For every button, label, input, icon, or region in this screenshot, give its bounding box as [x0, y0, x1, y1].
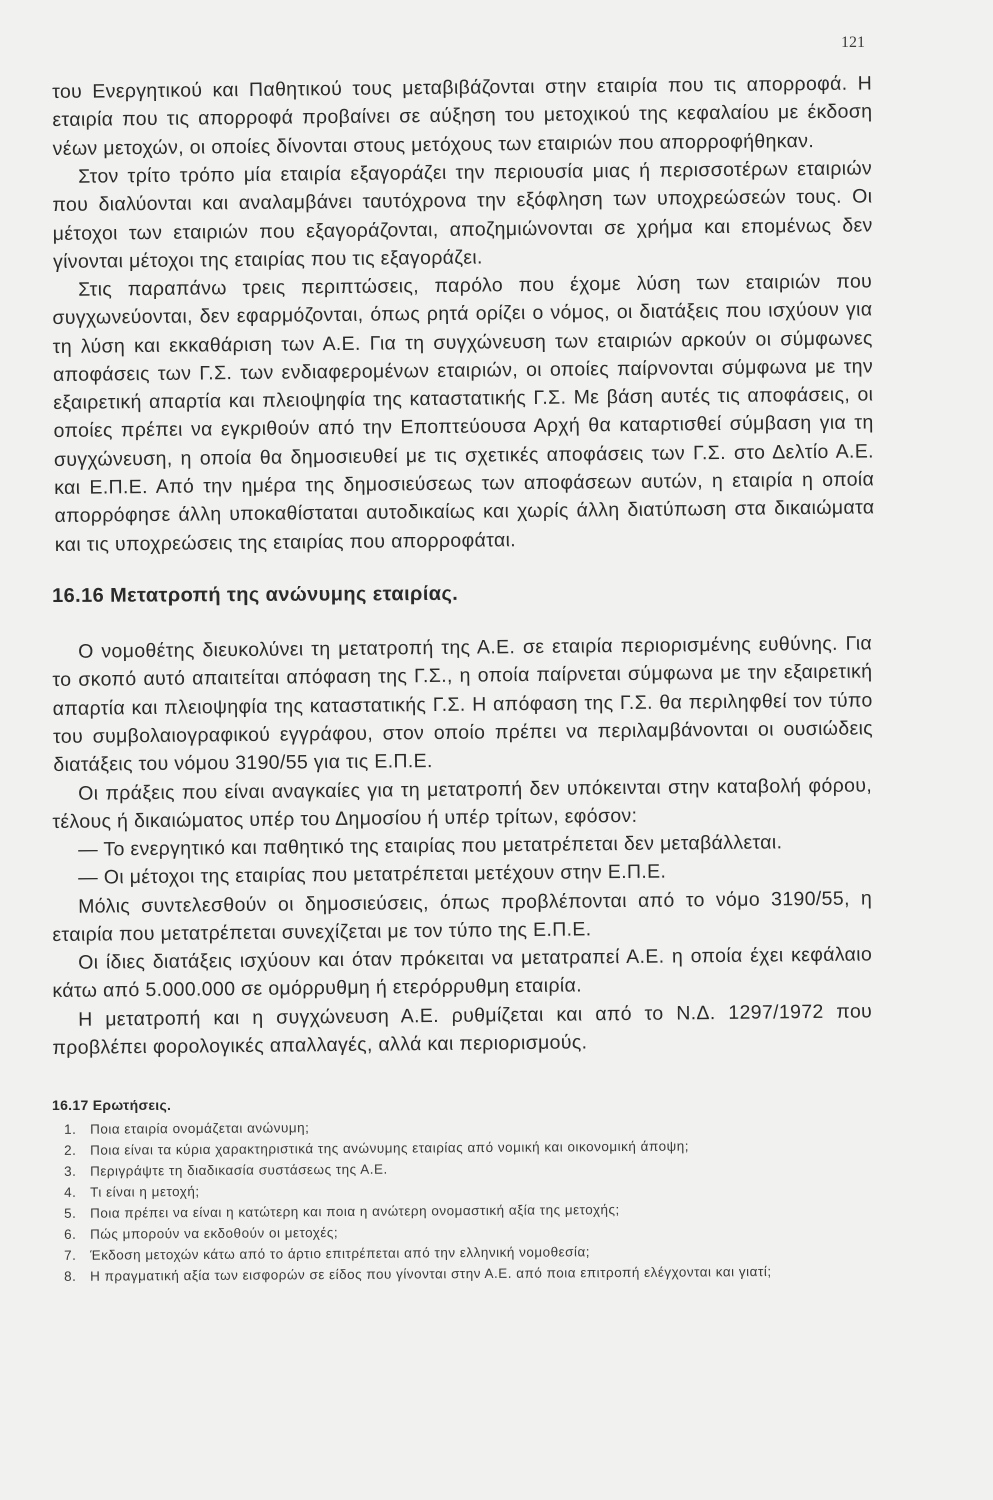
question-text: Τι είναι η μετοχή; [90, 1183, 200, 1200]
paragraph-decree: Η μετατροπή και η συγχώνευση Α.Ε. ρυθμίζεται και από το Ν.Δ. 1297/1972 που προβλέπει φορολογικές απαλλαγές, αλλά και περιορισμούς. [52, 1000, 873, 1060]
page-content [52, 72, 875, 1287]
paragraph-third-method: Στον τρίτο τρόπο μία εταιρία εξαγοράζει την περιουσία μιας ή περισσοτέρων εταιριών που διαλύονται και αναλαμβάνει ταυτόχρονα την εξόφληση των υποχρεώσεών τους. Οι μέτοχοι των εταιριών που εξαγοράζονται, αποζημιώνονται σε χρήμα και επομένως δεν γίνονται μέτοχοι της εταιρίας που τις εξαγοράζει. [52, 157, 873, 273]
question-text: Η πραγματική αξία των εισφορών σε είδος που γίνονται στην Α.Ε. από ποια επιτροπή ελέγχονται και γιατί; [90, 1263, 772, 1284]
paragraph-conversion-tax: Οι πράξεις που είναι αναγκαίες για τη μετατροπή δεν υπόκεινται στην καταβολή φόρου, τέλους ή δικαιώματος υπέρ του Δημοσίου ή υπέρ τρίτων, εφόσον: [52, 773, 873, 833]
question-number: 3. [64, 1163, 77, 1179]
question-text: Έκδοση μετοχών κάτω από το άρτιο επιτρέπεται από την ελληνική νομοθεσία; [90, 1243, 591, 1263]
dash-item-shareholders: — Οι μέτοχοι της εταιρίας που μετατρέπεται μετέχουν στην Ε.Π.Ε. [78, 860, 667, 890]
paragraph-conversion-intro: Ο νομοθέτης διευκολύνει τη μετατροπή της Α.Ε. σε εταιρία περιορισμένης ευθύνης. Για το σκοπό αυτό απαιτείται απόφαση της Γ.Σ., η οποία παίρνεται σύμφωνα με την εξαιρετική απαρτία και πλειοψηφία της καταστατικής Γ.Σ. Η απόφαση της Γ.Σ. θα περιληφθεί τον τύπο του συμβολαιογραφικού εγγράφου, στον οποίο πρέπει να περιλαμβάνονται οι ουσιώδεις διατάξεις του νόμου 3190/55 για τις Ε.Π.Ε. [52, 632, 874, 777]
questions-list [52, 1119, 872, 1287]
question-number: 8. [64, 1268, 77, 1284]
paragraph-merger-rules: Στις παραπάνω τρεις περιπτώσεις, παρόλο που έχομε λύση των εταιριών που συγχωνεύονται, δεν εφαρμόζονται, όπως ρητά ορίζει ο νόμος, οι διατάξεις που ισχύουν για τη λύση και εκκαθάριση των Α.Ε. Για τη συγχώνευση των εταιριών αρκούν οι σύμφωνες αποφάσεις των Γ.Σ. των ενδιαφερομένων εταιριών, οι οποίες παίρνονται σύμφωνα με την εξαιρετική απαρτία και πλειοψηφία της καταστατικής Γ.Σ. Με βάση αυτές τις αποφάσεις, οι οποίες πρέπει να εγκριθούν από την Εποπτεύουσα Αρχή θα καταρτισθεί σύμβαση για τη συγχώνευση, η οποία θα δημοσιευθεί με τις σχετικές αποφάσεις των Γ.Σ. στο Δελτίο Α.Ε. και Ε.Π.Ε. Από την ημέρα της δημοσιεύσεως των αποφάσεων αυτών, η εταιρία η οποία απορρόφησε άλλη υποκαθίσταται αυτοδικαίως και χωρίς άλλη διατύπωση στα δικαιώματα και τις υποχρεώσεις της εταιρίας που απορροφάται. [52, 270, 875, 556]
question-number: 5. [64, 1205, 77, 1221]
question-number: 6. [64, 1226, 77, 1242]
question-number: 4. [64, 1184, 77, 1200]
questions-section [52, 1097, 872, 1287]
question-text: Πώς μπορούν να εκδοθούν οι μετοχές; [90, 1224, 339, 1242]
question-text: Περιγράψτε τη διαδικασία συστάσεως της Α.Ε. [90, 1161, 388, 1179]
paragraph-publications: Μόλις συντελεσθούν οι δημοσιεύσεις, όπως προβλέπονται από το νόμο 3190/55, η εταιρία που μετατρέπεται συνεχίζεται με τον τύπο της Ε.Π.Ε. [52, 887, 873, 947]
question-text: Ποια εταιρία ονομάζεται ανώνυμη; [90, 1119, 310, 1137]
paragraph-continuation: του Ενεργητικού και Παθητικού τους μεταβιβάζονται στην εταιρία που τις απορροφά. Η εταιρία που τις απορροφά προβαίνει σε αύξηση του μετοχικού της κεφαλαίου με έκδοση νέων μετοχών, οι οποίες δίνονται στους μετόχους των εταιριών που απορροφήθηκαν. [52, 72, 873, 160]
page-number: 121 [841, 34, 865, 51]
question-number: 1. [64, 1121, 77, 1137]
question-text: Ποια είναι τα κύρια χαρακτηριστικά της ανώνυμης εταιρίας από νομική και οικονομική άποψη; [90, 1138, 690, 1158]
questions-heading: 16.17 Ερωτήσεις. [52, 1096, 172, 1113]
dash-item-assets: — Το ενεργητικό και παθητικό της εταιρίας που μετατρέπεται δεν μεταβάλλεται. [78, 831, 783, 861]
question-number: 7. [64, 1247, 77, 1263]
paragraph-same-provisions: Οι ίδιες διατάξεις ισχύουν και όταν πρόκειται να μετατραπεί Α.Ε. η οποία έχει κεφάλαιο κάτω από 5.000.000 σε ομόρρυθμη ή ετερόρρυθμη εταιρία. [52, 943, 873, 1003]
question-number: 2. [64, 1142, 77, 1158]
section-heading-16-16: 16.16 Μετατροπή της ανώνυμης εταιρίας. [52, 582, 459, 608]
question-text: Ποια πρέπει να είναι η κατώτερη και ποια η ανώτερη ονομαστική αξία της μετοχής; [90, 1201, 620, 1221]
